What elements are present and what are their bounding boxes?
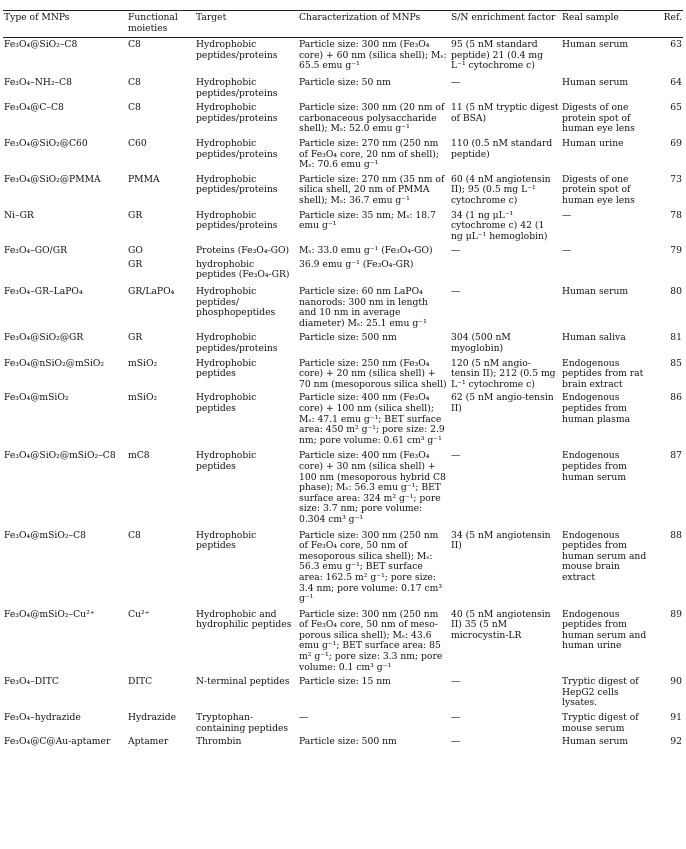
cell-sample: Human serum bbox=[562, 39, 629, 51]
cell-characterization: — bbox=[299, 712, 309, 724]
table-row bbox=[3, 287, 683, 333]
header-moieties: Functional moieties bbox=[127, 11, 195, 36]
table-row bbox=[3, 175, 683, 211]
cell-enrichment: — bbox=[451, 245, 461, 257]
cell-enrichment: 110 (0.5 nM standard peptide) bbox=[451, 137, 553, 160]
cell-ref: 88 bbox=[670, 529, 682, 541]
cell-characterization: Particle size: 15 nm bbox=[299, 676, 391, 688]
cell-characterization: Particle size: 270 nm (35 nm of silica shell, 20 nm of PMMA shell); Mₛ: 36.7 emu g⁻¹ bbox=[299, 173, 445, 206]
cell-target: hydrophobic peptides (Fe₃O₄-GR) bbox=[196, 258, 290, 281]
cell-moieties: C8 bbox=[128, 529, 141, 541]
cell-moieties: mC8 bbox=[128, 450, 150, 462]
cell-moieties: Cu²⁺ bbox=[128, 608, 150, 620]
cell-enrichment: — bbox=[451, 450, 461, 462]
cell-target: Hydrophobic peptides/proteins bbox=[196, 102, 278, 124]
cell-moieties: GR/LaPO₄ bbox=[128, 286, 175, 298]
cell-target: N-terminal peptides bbox=[196, 676, 290, 688]
header-row bbox=[3, 11, 683, 36]
table-row bbox=[3, 38, 683, 78]
cell-sample bbox=[561, 260, 653, 287]
cell-enrichment: 120 (5 nM angio-tensin II); 212 (0.5 mg L⁻¹ cytochrome c) bbox=[451, 357, 556, 390]
cell-enrichment: 304 (500 nM myoglobin) bbox=[451, 332, 511, 355]
cell-ref: 89 bbox=[670, 608, 682, 620]
cell-enrichment: 62 (5 nM angio-tensin II) bbox=[451, 392, 554, 414]
table-body bbox=[3, 38, 683, 751]
cell-enrichment: — bbox=[451, 76, 461, 88]
cell-type: Ni–GR bbox=[4, 209, 34, 221]
cell-ref: 80 bbox=[670, 286, 682, 298]
cell-enrichment: 60 (4 nM angiotensin II); 95 (0.5 mg L⁻¹ cytochrome c) bbox=[451, 173, 551, 206]
cell-type: Fe₃O₄@SiO₂@GR bbox=[4, 332, 84, 344]
table-row bbox=[3, 333, 683, 358]
table-row bbox=[3, 211, 683, 247]
header-ref: Ref. bbox=[653, 11, 683, 36]
header-enrichment: S/N enrichment factor bbox=[450, 11, 561, 36]
cell-characterization: Particle size: 300 nm (250 nm of Fe₃O₄ core, 50 nm of mesoporous silica shell); Mₛ: 56.3 emu g⁻¹; BET surface area: 162.5 m² g⁻¹; pore size: 3.4 nm; pore volume: 0.17 cm³ g⁻¹ bbox=[299, 529, 442, 605]
cell-type bbox=[3, 260, 127, 287]
cell-type: Fe₃O₄–NH₂–C8 bbox=[4, 76, 73, 88]
cell-target: Hydrophobic peptides bbox=[196, 357, 257, 380]
cell-characterization: Particle size: 300 nm (Fe₃O₄ core) + 60 nm (silica shell); Mₛ: 65.5 emu g⁻¹ bbox=[299, 39, 447, 72]
cell-enrichment: — bbox=[451, 676, 461, 688]
header-characterization: Characterization of MNPs bbox=[298, 11, 450, 36]
cell-ref: 92 bbox=[670, 736, 682, 748]
cell-target: Hydrophobic peptides/proteins bbox=[196, 76, 278, 99]
cell-type: Fe₃O₄@SiO₂–C8 bbox=[4, 39, 78, 51]
cell-enrichment: 95 (5 nM standard peptide) 21 (0.4 mg L⁻¹ cytochrome c) bbox=[451, 39, 543, 72]
header-type: Type of MNPs bbox=[3, 11, 127, 36]
cell-sample: Endogenous peptides from human serum bbox=[562, 450, 627, 483]
header-target: Target bbox=[195, 11, 298, 36]
cell-target: Hydrophobic peptides/proteins bbox=[196, 173, 278, 196]
cell-moieties: Aptamer bbox=[128, 736, 169, 748]
table-header bbox=[3, 11, 683, 38]
cell-ref: 65 bbox=[670, 102, 682, 114]
cell-ref: 79 bbox=[670, 245, 682, 257]
cell-type: Fe₃O₄–hydrazide bbox=[4, 712, 81, 724]
cell-type: Fe₃O₄–GR–LaPO₄ bbox=[4, 286, 83, 298]
cell-type: Fe₃O₄–GO/GR bbox=[4, 245, 68, 257]
table-row bbox=[3, 393, 683, 451]
cell-ref: 63 bbox=[670, 39, 682, 51]
cell-ref: 64 bbox=[670, 76, 682, 88]
cell-type: Fe₃O₄@mSiO₂–Cu²⁺ bbox=[4, 608, 95, 620]
table-row bbox=[3, 78, 683, 103]
table-row bbox=[3, 103, 683, 139]
cell-sample: Human serum bbox=[562, 736, 629, 748]
cell-sample: — bbox=[562, 245, 572, 257]
cell-sample: Endogenous peptides from rat brain extract bbox=[562, 357, 644, 390]
cell-ref: 85 bbox=[670, 357, 682, 369]
cell-characterization: Mₛ: 33.0 emu g⁻¹ (Fe₃O₄-GO) bbox=[299, 245, 433, 257]
cell-moieties: C8 bbox=[128, 39, 141, 51]
cell-target: Hydrophobic peptides bbox=[196, 450, 257, 472]
cell-moieties: mSiO₂ bbox=[128, 392, 158, 404]
cell-target: Hydrophobic peptides/proteins bbox=[196, 332, 278, 355]
cell-ref: 81 bbox=[670, 332, 682, 344]
cell-characterization: Particle size: 60 nm LaPO₄ nanorods: 300 nm in length and 10 nm in average diameter) Mₛ: 25.1 emu g⁻¹ bbox=[299, 286, 428, 329]
cell-moieties: Hydrazide bbox=[128, 712, 177, 724]
cell-enrichment: 34 (5 nM angiotensin II) bbox=[451, 529, 551, 552]
cell-sample: Tryptic digest of mouse serum bbox=[562, 712, 639, 734]
table-row bbox=[3, 737, 683, 751]
cell-moieties: GR bbox=[128, 258, 143, 270]
cell-enrichment: 34 (1 ng μL⁻¹ cytochrome c) 42 (1 ng μL⁻¹ hemoglobin) bbox=[451, 209, 548, 242]
cell-characterization: Particle size: 400 nm (Fe₃O₄ core) + 100 nm (silica shell); Mₛ: 47.1 emu g⁻¹; BET surface area: 450 m² g⁻¹; pore size: 2.9 nm; pore volume: 0.61 cm³ g⁻¹ bbox=[299, 392, 445, 446]
cell-type: Fe₃O₄@C@Au-aptamer bbox=[4, 736, 111, 748]
cell-sample: Tryptic digest of HepG2 cells lysates. bbox=[562, 676, 639, 709]
cell-target: Hydrophobic peptides/proteins bbox=[196, 39, 278, 61]
cell-type: Fe₃O₄@nSiO₂@mSiO₂ bbox=[4, 357, 105, 369]
cell-enrichment: — bbox=[451, 736, 461, 748]
cell-moieties: mSiO₂ bbox=[128, 357, 158, 369]
cell-target: Hydrophobic and hydrophilic peptides bbox=[196, 608, 292, 631]
cell-target: Hydrophobic peptides/proteins bbox=[196, 137, 278, 160]
cell-characterization: Particle size: 50 nm bbox=[299, 76, 391, 88]
cell-sample: Human serum bbox=[562, 286, 629, 298]
cell-enrichment: — bbox=[451, 712, 461, 724]
cell-target: Thrombin bbox=[196, 736, 242, 748]
cell-type: Fe₃O₄@SiO₂@mSiO₂–C8 bbox=[4, 450, 116, 462]
cell-moieties: PMMA bbox=[128, 173, 160, 185]
cell-ref: 91 bbox=[670, 712, 682, 724]
cell-characterization: Particle size: 250 nm (Fe₃O₄ core) + 20 nm (silica shell) + 70 nm (mesoporous silica shell) bbox=[299, 357, 447, 390]
cell-ref: 73 bbox=[670, 173, 682, 185]
cell-type: Fe₃O₄@SiO₂@C60 bbox=[4, 137, 88, 149]
cell-characterization: Particle size: 300 nm (20 nm of carbonaceous polysaccharide shell); Mₛ: 52.0 emu g⁻¹ bbox=[299, 102, 445, 135]
table-row bbox=[3, 677, 683, 713]
cell-moieties: C8 bbox=[128, 102, 141, 114]
cell-enrichment bbox=[450, 260, 561, 287]
cell-sample: Endogenous peptides from human plasma bbox=[562, 392, 631, 425]
cell-moieties: GR bbox=[128, 209, 143, 221]
cell-characterization: Particle size: 400 nm (Fe₃O₄ core) + 30 nm (silica shell) + 100 nm (mesoporous hybrid C8 phase); Mₛ: 56.3 emu g⁻¹; BET surface area: 324 m² g⁻¹; pore size: 3.7 nm; pore volume: 0.304 cm³ g⁻¹ bbox=[299, 450, 446, 525]
cell-sample: Endogenous peptides from human serum and mouse brain extract bbox=[562, 529, 647, 583]
cell-characterization: Particle size: 500 nm bbox=[299, 736, 397, 748]
cell-characterization: Particle size: 300 nm (250 nm of Fe₃O₄ core, 50 nm of meso-porous silica shell); Mₛ: 43.6 emu g⁻¹; BET surface area: 85 m² g⁻¹; pore size: 3.3 nm; pore volume: 0.1 cm³ g⁻¹ bbox=[299, 608, 443, 673]
table-row bbox=[3, 246, 683, 260]
cell-sample: Digests of one protein spot of human eye lens bbox=[562, 102, 635, 135]
cell-characterization: 36.9 emu g⁻¹ (Fe₃O₄-GR) bbox=[299, 258, 414, 270]
cell-sample: Human urine bbox=[562, 137, 624, 149]
cell-type: Fe₃O₄@mSiO₂ bbox=[4, 392, 69, 404]
table-row bbox=[3, 139, 683, 175]
cell-sample: Endogenous peptides from human serum and human urine bbox=[562, 608, 647, 652]
cell-ref: 90 bbox=[670, 676, 682, 688]
cell-ref: 78 bbox=[670, 209, 682, 221]
cell-type: Fe₃O₄@SiO₂@PMMA bbox=[4, 173, 101, 185]
table-row bbox=[3, 359, 683, 394]
cell-moieties: C8 bbox=[128, 76, 141, 88]
cell-ref: 69 bbox=[670, 137, 682, 149]
cell-sample: Human serum bbox=[562, 76, 629, 88]
cell-sample: Human saliva bbox=[562, 332, 626, 344]
header-sample: Real sample bbox=[561, 11, 653, 36]
cell-moieties: GO bbox=[128, 245, 143, 257]
cell-ref: 87 bbox=[670, 450, 682, 462]
cell-sample: Digests of one protein spot of human eye lens bbox=[562, 173, 635, 206]
cell-ref: 86 bbox=[670, 392, 682, 404]
cell-type: Fe₃O₄@mSiO₂–C8 bbox=[4, 529, 87, 541]
cell-moieties: C60 bbox=[128, 137, 147, 149]
cell-target: Proteins (Fe₃O₄-GO) bbox=[196, 245, 290, 257]
cell-sample: — bbox=[562, 209, 572, 221]
cell-enrichment: 11 (5 nM tryptic digest of BSA) bbox=[451, 102, 559, 124]
cell-target: Tryptophan-containing peptides bbox=[196, 712, 289, 734]
cell-moieties: DITC bbox=[128, 676, 153, 688]
cell-enrichment: — bbox=[451, 286, 461, 298]
cell-target: Hydrophobic peptides/proteins bbox=[196, 209, 278, 232]
cell-characterization: Particle size: 35 nm; Mₛ: 18.7 emu g⁻¹ bbox=[299, 209, 436, 232]
cell-enrichment: 40 (5 nM angiotensin II) 35 (5 nM microcystin-LR bbox=[451, 608, 551, 641]
cell-ref bbox=[653, 260, 683, 287]
cell-moieties: GR bbox=[128, 332, 143, 344]
cell-characterization: Particle size: 270 nm (250 nm of Fe₃O₄ core, 20 nm of shell); Mₛ: 70.6 emu g⁻¹ bbox=[299, 137, 439, 171]
cell-target: Hydrophobic peptides/ phosphopeptides bbox=[196, 286, 276, 319]
cell-type: Fe₃O₄@C–C8 bbox=[4, 102, 64, 114]
table-row bbox=[3, 260, 683, 287]
table-row bbox=[3, 610, 683, 678]
mnp-table bbox=[3, 10, 683, 751]
cell-type: Fe₃O₄–DITC bbox=[4, 676, 59, 688]
cell-characterization: Particle size: 500 nm bbox=[299, 332, 397, 344]
cell-target: Hydrophobic peptides bbox=[196, 529, 257, 552]
table-row bbox=[3, 713, 683, 737]
cell-target: Hydrophobic peptides bbox=[196, 392, 257, 414]
table-row bbox=[3, 531, 683, 610]
table-row bbox=[3, 451, 683, 530]
